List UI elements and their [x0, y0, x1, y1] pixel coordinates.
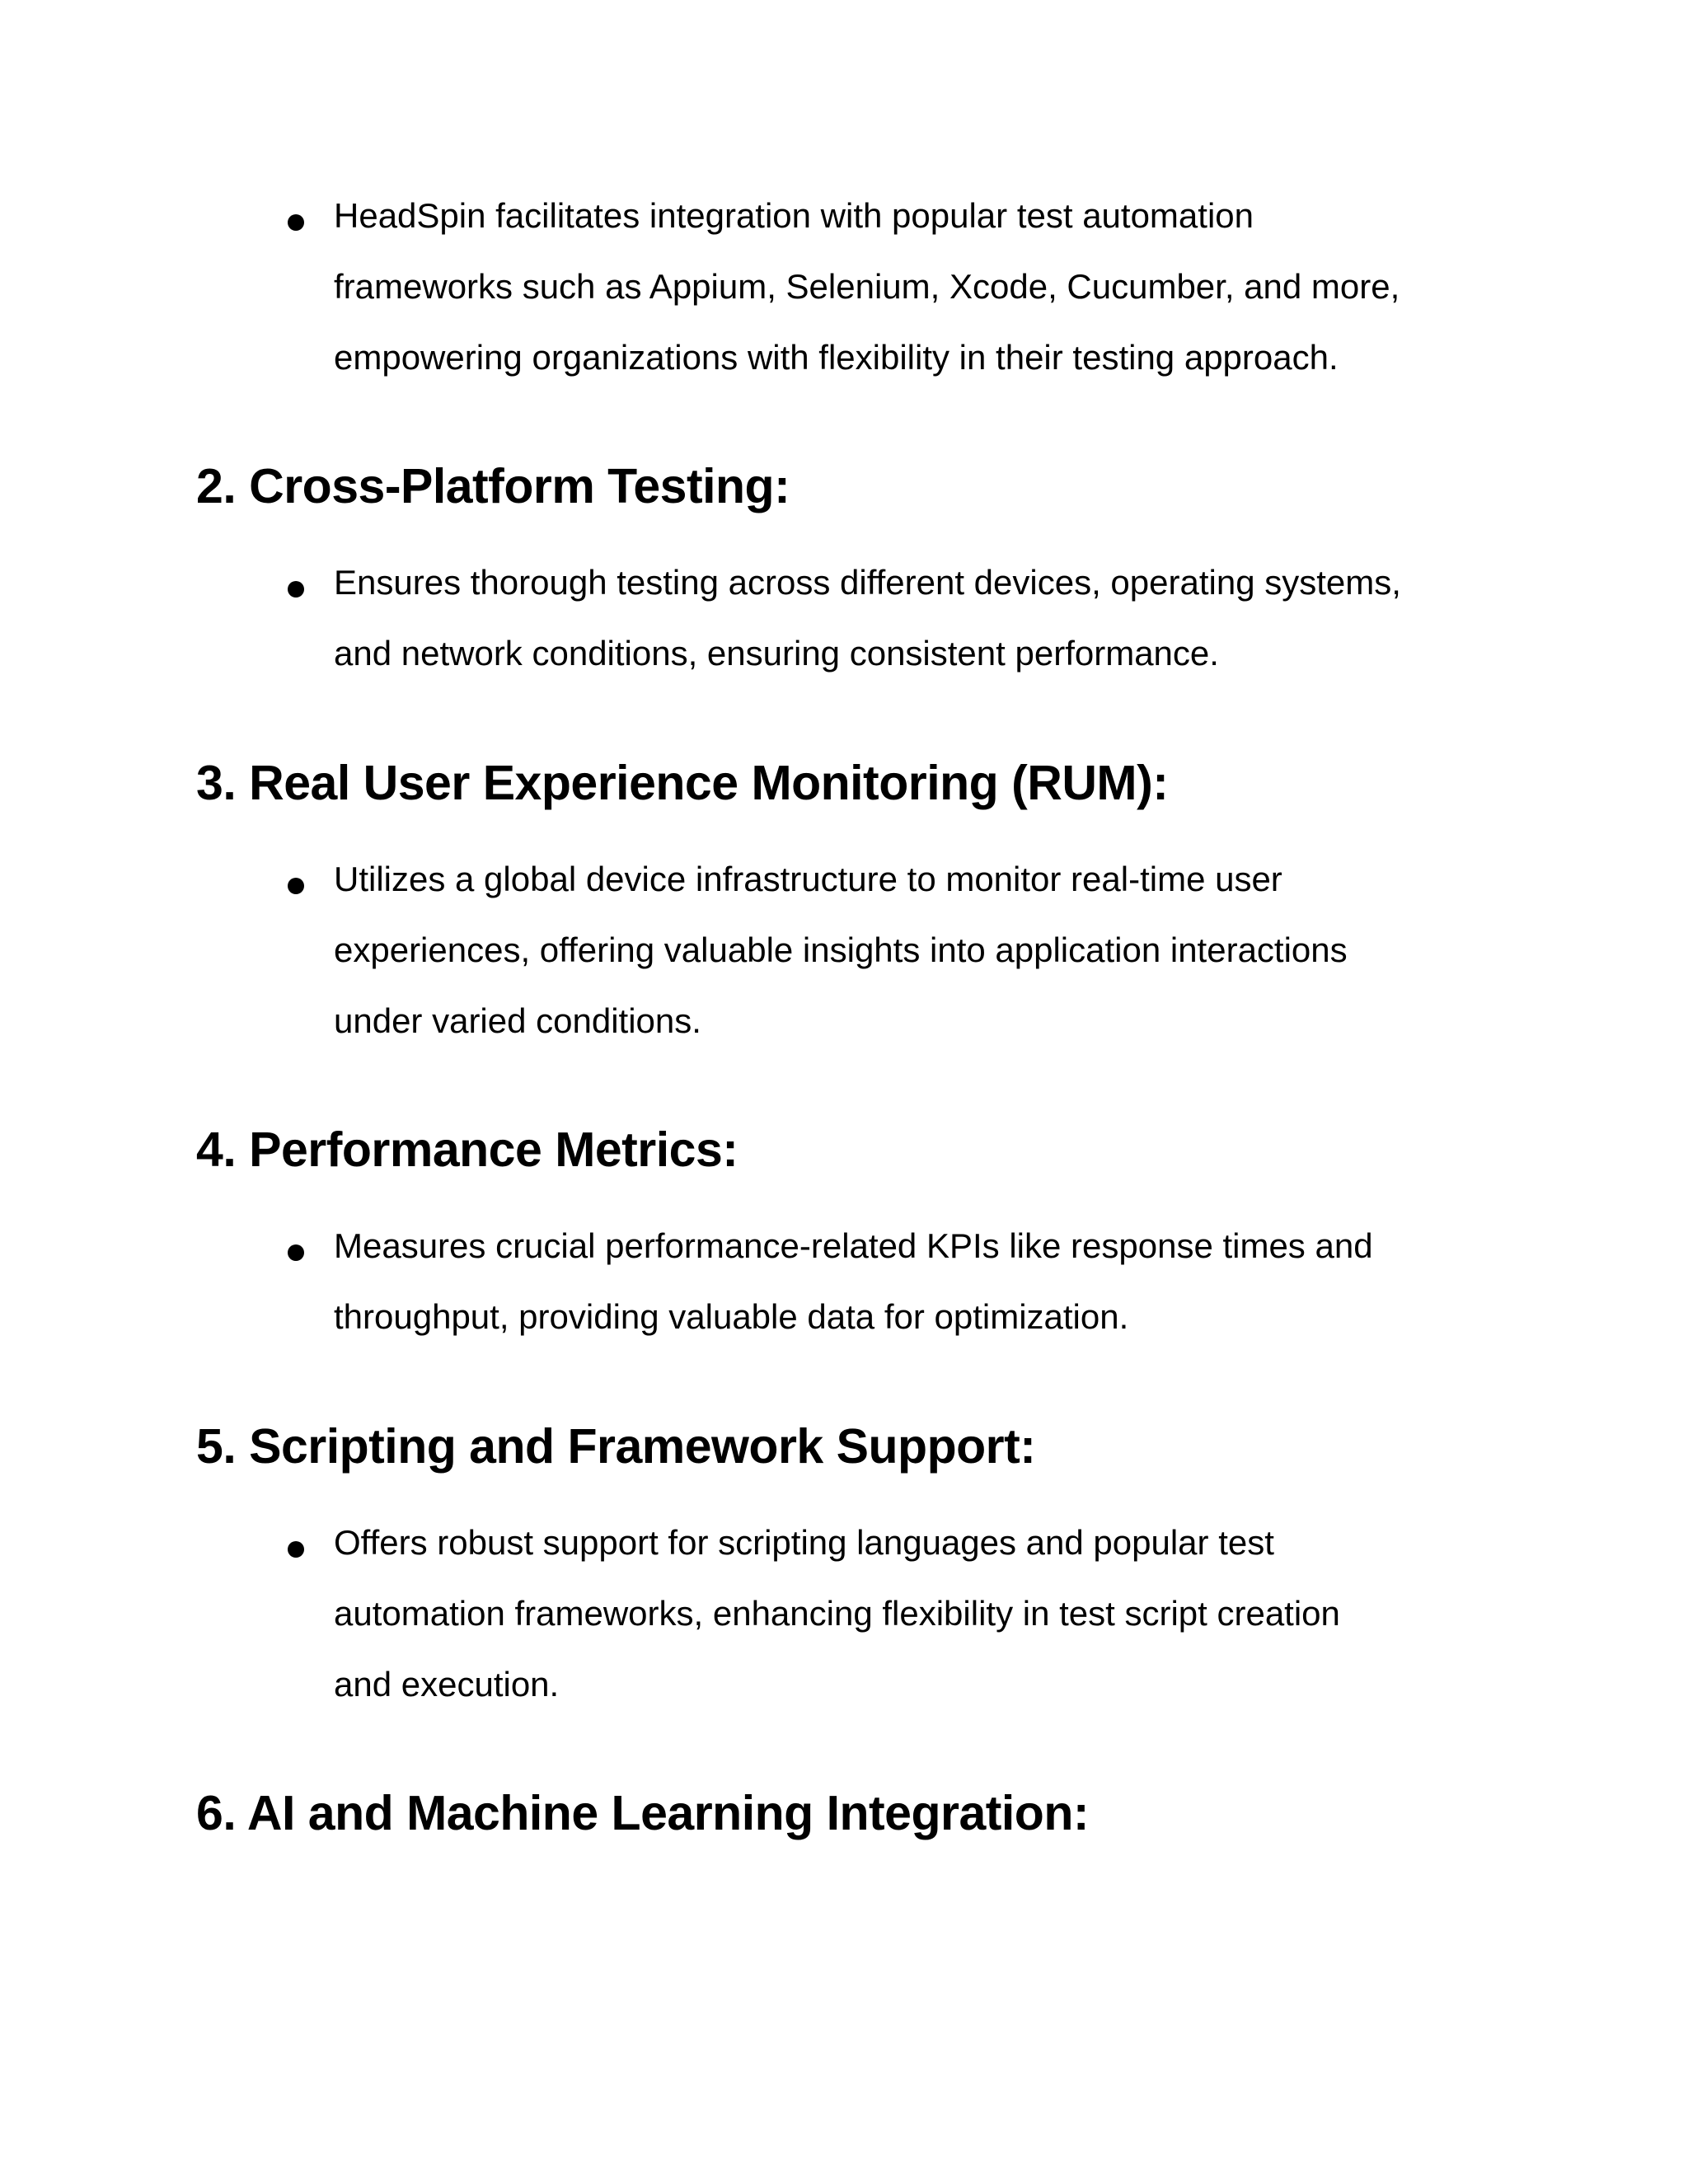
section-heading: 5. Scripting and Framework Support:: [196, 1419, 1036, 1474]
list-item: [334, 1228, 1504, 1370]
section-heading: 3. Real User Experience Monitoring (RUM):: [196, 756, 1169, 810]
bullet-text-line: and execution.: [334, 1665, 560, 1704]
bullet-text-line: and network conditions, ensuring consistent performance.: [334, 634, 1219, 673]
section-heading: 2. Cross-Platform Testing:: [196, 459, 790, 513]
list-item: [334, 861, 1504, 1074]
bullet-text-line: HeadSpin facilitates integration with popular test automation: [334, 196, 1254, 235]
list-item: [334, 565, 1504, 706]
bullet-text-line: Offers robust support for scripting languages and popular test: [334, 1523, 1274, 1562]
bullet-icon: [288, 1541, 304, 1558]
bullet-text-line: Utilizes a global device infrastructure to monitor real-time user: [334, 860, 1282, 898]
bullet-icon: [288, 878, 304, 894]
section-heading: 4. Performance Metrics:: [196, 1122, 738, 1177]
section-heading: 6. AI and Machine Learning Integration:: [196, 1786, 1090, 1840]
bullet-text-line: automation frameworks, enhancing flexibility in test script creation: [334, 1594, 1340, 1633]
bullet-icon: [288, 581, 304, 598]
list-item: [334, 198, 1504, 410]
list-item: [334, 1525, 1504, 1737]
bullet-icon: [288, 1244, 304, 1261]
bullet-text-line: Measures crucial performance-related KPIs like response times and: [334, 1226, 1373, 1265]
bullet-text-line: throughput, providing valuable data for optimization.: [334, 1297, 1129, 1336]
bullet-text-line: empowering organizations with flexibility in their testing approach.: [334, 338, 1339, 377]
bullet-text-line: Ensures thorough testing across different devices, operating systems,: [334, 563, 1401, 602]
bullet-text-line: under varied conditions.: [334, 1001, 701, 1040]
bullet-icon: [288, 214, 304, 231]
bullet-text-line: experiences, offering valuable insights into application interactions: [334, 930, 1348, 969]
bullet-text-line: frameworks such as Appium, Selenium, Xcode, Cucumber, and more,: [334, 267, 1400, 306]
